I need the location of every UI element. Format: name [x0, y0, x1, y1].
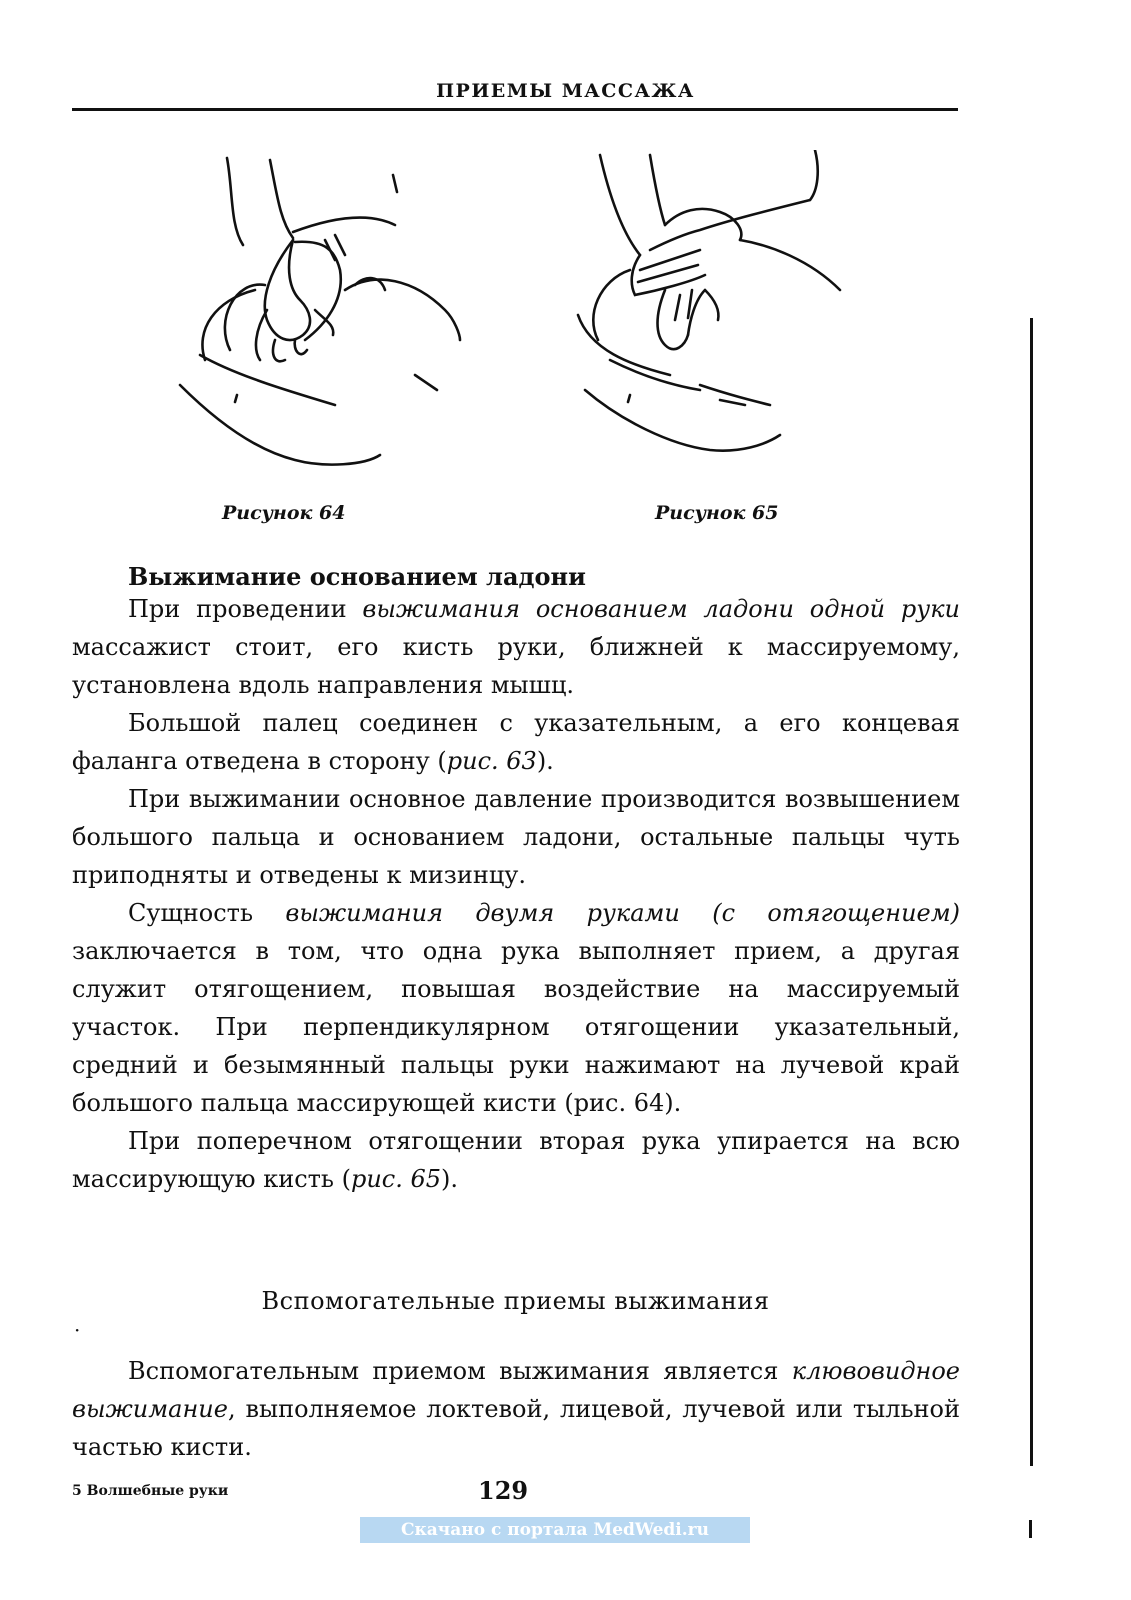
- signature-mark: 5 Волшебные руки: [72, 1483, 229, 1499]
- paragraph: Сущность выжимания двумя руками (с отягощением) заключается в том, что одна рука выполняет прием, а другая служит отягощением, повышая воздействие на массируемый участок. При перпендикулярном отягощении указательный, средний и безымянный пальцы руки нажимают на лучевой край большого пальца массирующей кисти (рис. 64).: [72, 899, 960, 1117]
- page-number: 129: [478, 1476, 529, 1505]
- paragraph: При выжимании основное давление производится возвышением большого пальца и основанием ладони, остальные пальцы чуть приподняты и отведены к мизинцу.: [72, 785, 960, 889]
- stray-dot: ·: [74, 1318, 81, 1342]
- paragraph: Большой палец соединен с указательным, а его концевая фаланга отведена в сторону (рис. 63).: [72, 709, 960, 775]
- figure-64-caption: Рисунок 64: [222, 502, 346, 524]
- header-rule: [72, 108, 958, 111]
- margin-line: [1030, 318, 1033, 1466]
- running-header: ПРИЕМЫ МАССАЖА: [436, 80, 695, 102]
- watermark-banner: Скачано с портала MedWedi.ru: [360, 1517, 750, 1543]
- margin-mark: [1029, 1520, 1032, 1538]
- paragraph: Вспомогательным приемом выжимания является клювовидное выжимание, выполняемое локтевой, лицевой, лучевой или тыльной частью кисти.: [72, 1357, 960, 1461]
- figure-64-illustration: [175, 150, 465, 480]
- section-heading: Вспомогательные приемы выжимания: [261, 1287, 770, 1315]
- paragraph: При проведении выжимания основанием ладони одной руки массажист стоит, его кисть руки, ближней к массируемому, установлена вдоль направления мышц.: [72, 595, 961, 699]
- body-text: [72, 590, 960, 1198]
- paragraph: При поперечном отягощении вторая рука упирается на всю массирующую кисть (рис. 65).: [72, 1127, 960, 1193]
- section-heading: Выжимание основанием ладони: [128, 562, 586, 591]
- figure-65-illustration: [570, 150, 850, 480]
- figure-65-caption: Рисунок 65: [655, 502, 779, 524]
- body-text: [72, 1352, 960, 1466]
